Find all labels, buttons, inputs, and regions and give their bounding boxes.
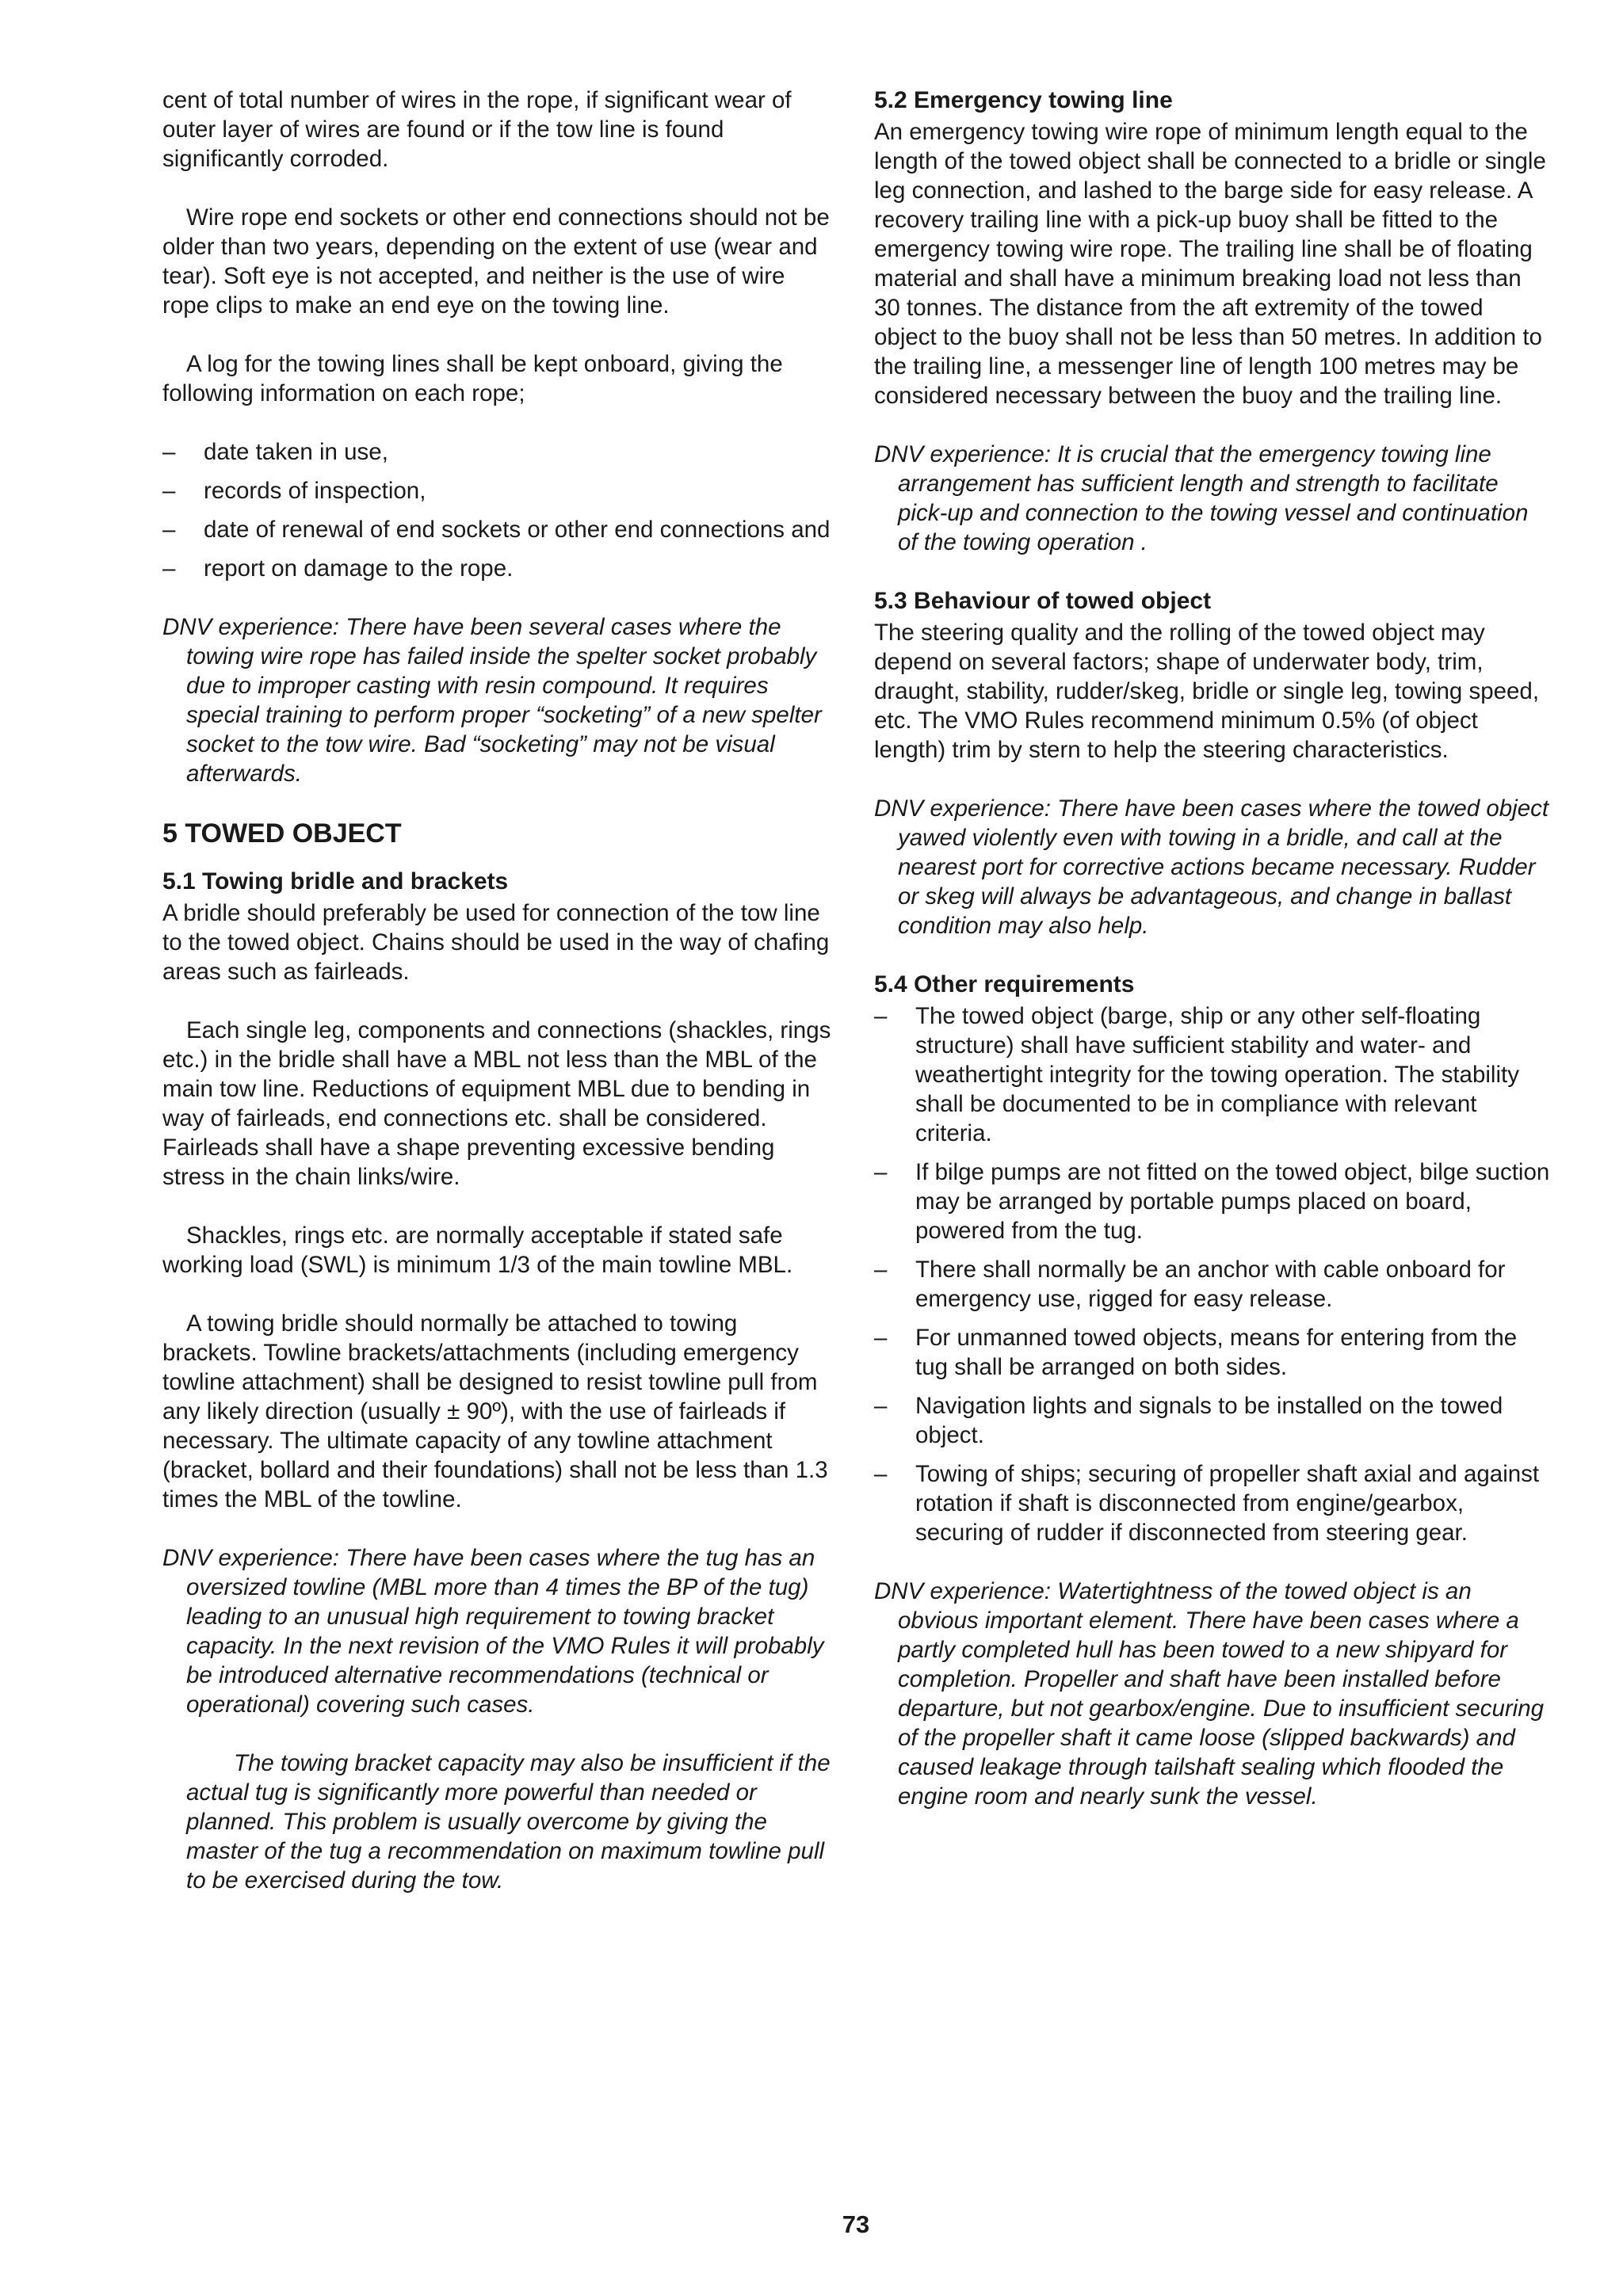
other-requirements-list (874, 1001, 1552, 1547)
paragraph-towing-brackets: A towing bridle should normally be attached to towing brackets. Towline brackets/attachments (including emergency towline attachment) shall be designed to resist towline pull from any likely direction (usually ± 90º), with the use of fairleads if necessary. The ultimate capacity of any towline attachment (bracket, bollard and their foundations) shall not be less than 1.3 times the MBL of the towline. (162, 1310, 828, 1512)
paragraph-single-leg: Each single leg, components and connections (shackles, rings etc.) in the bridle shall have a MBL not less than the MBL of the main tow line. Reductions of equipment MBL due to bending in way of fairleads, end connections etc. shall be considered. Fairleads shall have a shape preventing excessive bending stress in the chain links/wire. (162, 1017, 831, 1190)
subsection-title-bridle: 5.1 Towing bridle and brackets (162, 868, 509, 894)
dash-bullet: – (162, 517, 176, 543)
dnv-experience-oversized-towline: DNV experience: There have been cases where the tug has an oversized towline (MBL more than 4 times the BP of the tug) leading to an unusual high requirement to towing bracket capacity. In the next revision of the VMO Rules it will probably be introduced alternative recommendations (technical or operational) covering such cases. (162, 1545, 824, 1718)
subsection-title-other-requirements: 5.4 Other requirements (874, 971, 1135, 997)
dash-bullet: – (874, 1003, 888, 1029)
subsection-title-behaviour: 5.3 Behaviour of towed object (874, 588, 1212, 614)
dash-bullet: – (162, 555, 176, 582)
dnv-experience-yawing: DNV experience: There have been cases where the towed object yawed violently even with towing in a bridle, and call at the nearest port for corrective actions became necessary. Rudder or skeg will always be advantageous, and change in ballast condition may also help. (874, 795, 1549, 939)
left-column (162, 86, 836, 1924)
paragraph-end-sockets: Wire rope end sockets or other end connections should not be older than two years, depending on the extent of use (wear and tear). Soft eye is not accepted, and neither is the use of wire rope clips to make an end eye on the towing line. (162, 204, 830, 318)
subsection-title-emergency-towing: 5.2 Emergency towing line (874, 87, 1173, 113)
section-title-towed-object: 5 TOWED OBJECT (162, 818, 402, 849)
list-item: – date of renewal of end sockets or other end connections and (162, 517, 831, 543)
dash-bullet: – (874, 1159, 888, 1185)
dash-bullet: – (162, 478, 176, 504)
log-info-list (162, 437, 836, 583)
paragraph-bridle-connection: A bridle should preferably be used for connection of the tow line to the towed object. Chains should be used in the way of chafing areas such as fairleads. (162, 900, 830, 985)
list-item: – There shall normally be an anchor with cable onboard for emergency use, rigged for easy release. (874, 1257, 1506, 1312)
paragraph-towing-log: A log for the towing lines shall be kept onboard, giving the following information on each rope; (162, 351, 783, 406)
dash-bullet: – (874, 1461, 888, 1487)
dash-bullet: – (162, 439, 176, 465)
dnv-experience-emergency-line: DNV experience: It is crucial that the emergency towing line arrangement has sufficient length and strength to facilitate pick-up and connection to the towing vessel and continuation of the towing operation . (874, 441, 1529, 555)
paragraph-shackles: Shackles, rings etc. are normally acceptable if stated safe working load (SWL) is minimum 1/3 of the main towline MBL. (162, 1222, 793, 1278)
list-item: – If bilge pumps are not fitted on the towed object, bilge suction may be arranged by portable pumps placed on board, powered from the tug. (874, 1159, 1550, 1244)
list-item: – records of inspection, (162, 478, 426, 504)
paragraph-emergency-towing: An emergency towing wire rope of minimum length equal to the length of the towed object shall be connected to a bridle or single leg connection, and lashed to the barge side for easy release. A recovery trailing line with a pick-up buoy shall be fitted to the emergency towing wire rope. The trailing line shall be of floating material and shall have a minimum breaking load not less than 30 tonnes. The distance from the aft extremity of the towed object to the buoy shall not be less than 50 metres. In addition to the trailing line, a messenger line of length 100 metres may be considered necessary between the buoy and the trailing line. (874, 119, 1546, 409)
dash-bullet: – (874, 1393, 888, 1419)
dnv-experience-spelter-socket: DNV experience: There have been several cases where the towing wire rope has failed inside the spelter socket probably due to improper casting with resin compound. It requires special training to perform proper “socketing” of a new spelter socket to the tow wire. Bad “socketing” may not be visual afterwards. (162, 614, 822, 787)
list-item: – report on damage to the rope. (162, 555, 514, 582)
list-item: – Navigation lights and signals to be installed on the towed object. (874, 1393, 1503, 1448)
list-item: – date taken in use, (162, 439, 388, 465)
page-number: 73 (842, 2210, 870, 2238)
paragraph-steering-quality: The steering quality and the rolling of the towed object may depend on several factors; shape of underwater body, trim, draught, stability, rudder/skeg, bridle or single leg, towing speed, etc. The VMO Rules recommend minimum 0.5% (of object length) trim by stern to help the steering characteristics. (874, 620, 1540, 763)
paragraph-rope-wear: cent of total number of wires in the rope, if significant wear of outer layer of wires are found or if the tow line is found significantly corroded. (162, 87, 792, 172)
dnv-experience-watertightness: DNV experience: Watertightness of the towed object is an obvious important element. There have been cases where a partly completed hull has been towed to a new shipyard for completion. Propeller and shaft have been installed before departure, but not gearbox/engine. Due to insufficient securing of the propeller shaft it came loose (slipped backwards) and caused leakage through tailshaft sealing which flooded the engine room and nearly sunk the vessel. (874, 1578, 1545, 1810)
dash-bullet: – (874, 1325, 888, 1351)
dnv-experience-bracket-capacity: The towing bracket capacity may also be insufficient if the actual tug is significantly more powerful than needed or planned. This problem is usually overcome by giving the master of the tug a recommendation on maximum towline pull to be exercised during the tow. (186, 1750, 831, 1894)
list-item: – The towed object (barge, ship or any other self-floating structure) shall have sufficient stability and water- and weathertight integrity for the towing operation. The stability shall be documented to be in compliance with relevant criteria. (874, 1003, 1519, 1146)
right-column (874, 86, 1552, 1840)
dash-bullet: – (874, 1257, 888, 1283)
list-item: – Towing of ships; securing of propeller shaft axial and against rotation if shaft is disconnected from engine/gearbox, securing of rudder if disconnected from steering gear. (874, 1461, 1540, 1546)
list-item: – For unmanned towed objects, means for entering from the tug shall be arranged on both sides. (874, 1325, 1518, 1380)
